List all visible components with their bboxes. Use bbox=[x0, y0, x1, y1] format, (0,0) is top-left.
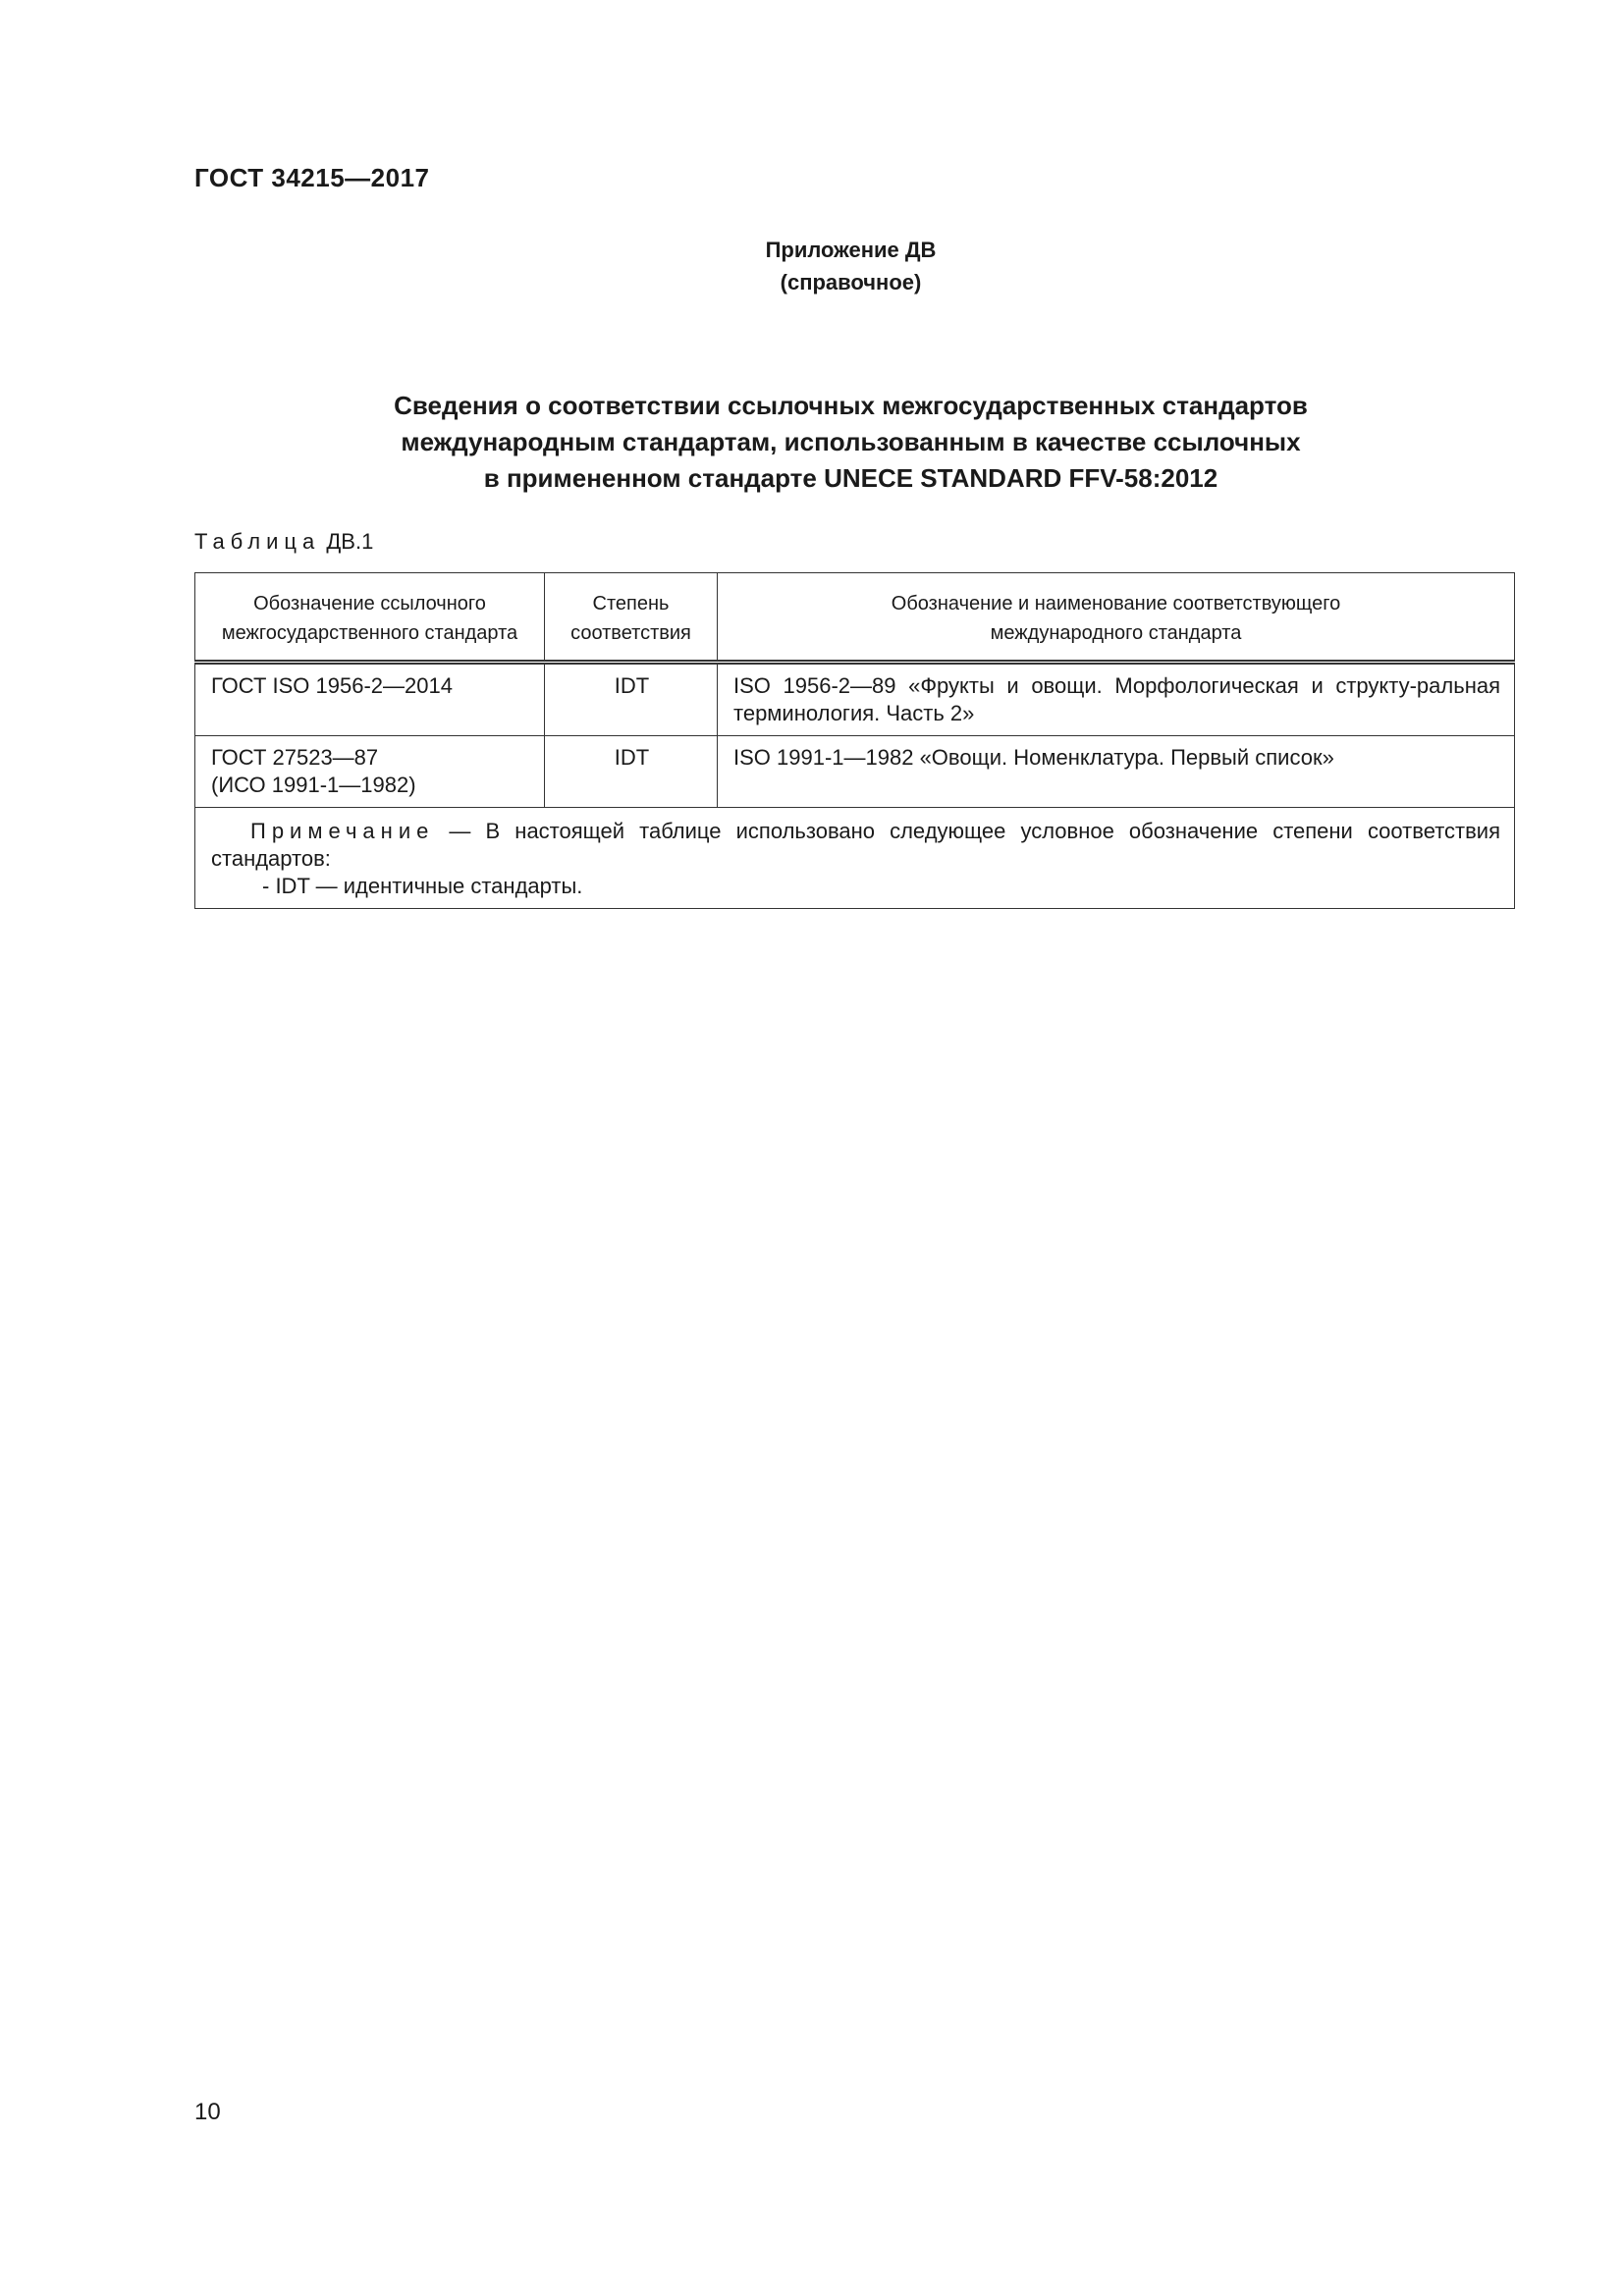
note-body: — В настоящей таблице использовано следующее условное обозначение степени соответствия стандартов: bbox=[211, 819, 1500, 871]
appendix-label: Приложение ДВ bbox=[765, 238, 937, 262]
table-row bbox=[195, 736, 1515, 808]
cell-degree: IDT bbox=[545, 663, 718, 736]
page-number: 10 bbox=[194, 2099, 221, 2125]
table-row bbox=[195, 663, 1515, 736]
title-line-2: международным стандартам, использованным в качестве ссылочных bbox=[401, 427, 1301, 456]
cell-international-standard: ISO 1991-1—1982 «Овощи. Номенклатура. Первый список» bbox=[718, 736, 1515, 808]
appendix-kind: (справочное) bbox=[780, 270, 922, 294]
header-international-standard: Обозначение и наименование соответствующего международного стандарта bbox=[718, 573, 1515, 663]
reference-table bbox=[194, 572, 1515, 909]
title-line-3: в примененном стандарте UNECE STANDARD FFV-58:2012 bbox=[483, 463, 1218, 493]
title-line-1: Сведения о соответствии ссылочных межгосударственных стандартов bbox=[394, 391, 1308, 420]
header-reference-standard: Обозначение ссылочного межгосударственного стандарта bbox=[195, 573, 545, 663]
cell-reference-standard bbox=[195, 736, 545, 808]
table-header-row bbox=[195, 573, 1515, 663]
reference-standard-code: ГОСТ ISO 1956-2—2014 bbox=[211, 673, 453, 698]
table-note bbox=[195, 808, 1515, 909]
header-degree: Степень соответствия bbox=[545, 573, 718, 663]
section-title bbox=[0, 388, 1623, 497]
document-code: ГОСТ 34215—2017 bbox=[194, 163, 430, 192]
table-caption-number: ДВ.1 bbox=[326, 529, 374, 554]
reference-standard-equivalent: (ИСО 1991-1—1982) bbox=[211, 773, 416, 797]
table-caption-label: Таблица bbox=[194, 529, 321, 554]
note-label: Примечание bbox=[250, 819, 435, 843]
cell-reference-standard bbox=[195, 663, 545, 736]
table-note-row bbox=[195, 808, 1515, 909]
cell-international-standard: ISO 1956-2—89 «Фрукты и овощи. Морфологическая и структу-ральная терминология. Часть 2» bbox=[718, 663, 1515, 736]
table-caption bbox=[194, 529, 373, 555]
note-text bbox=[211, 818, 1500, 873]
appendix-heading bbox=[0, 234, 1623, 298]
cell-degree: IDT bbox=[545, 736, 718, 808]
note-item: - IDT — идентичные стандарты. bbox=[262, 874, 583, 898]
reference-standard-code: ГОСТ 27523—87 bbox=[211, 745, 379, 770]
